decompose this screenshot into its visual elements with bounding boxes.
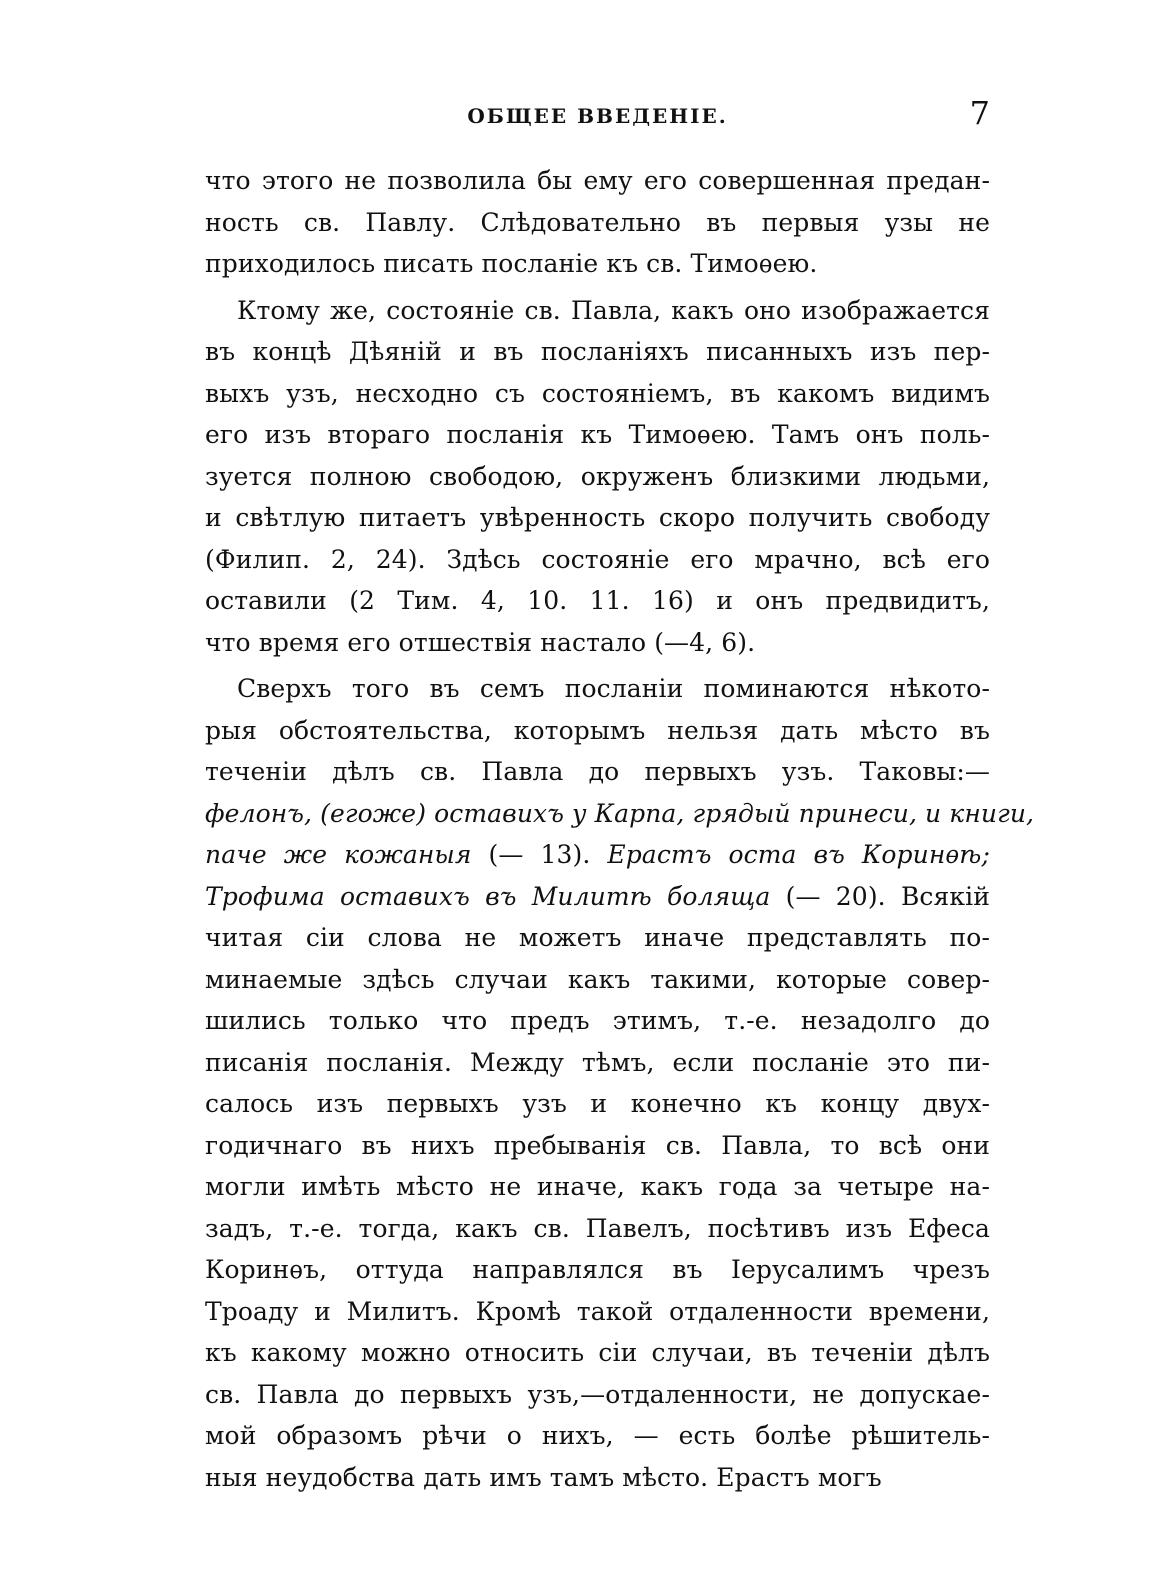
- text-line: [205, 959, 990, 1001]
- text-run: что время его отшествія настало (—4, 6).: [205, 627, 756, 657]
- running-head: [205, 94, 990, 140]
- italic-quote: фелонъ, (егоже) оставихъ у Карпа, грядый принеси, и книги,: [205, 798, 1035, 828]
- text-run: Ктому же, состояніе св. Павла, какъ оно изображается: [237, 295, 990, 325]
- text-run: салось изъ первыхъ узъ и конечно къ концу двух-: [205, 1089, 990, 1118]
- text-line: [205, 160, 990, 202]
- text-line: [205, 243, 990, 285]
- text-run: (— 20). Всякій: [770, 881, 990, 911]
- text-run: зуется полною свободою, окруженъ близкими людьми,: [205, 461, 990, 491]
- paragraph: [205, 668, 1035, 1498]
- italic-quote: Ерастъ оста въ Коринѳѣ;: [607, 840, 990, 869]
- text-line: [205, 876, 990, 918]
- text-line: [205, 202, 990, 244]
- text-run: выхъ узъ, несходно съ состояніемъ, въ какомъ видимъ: [205, 378, 990, 408]
- text-line: [205, 622, 990, 664]
- text-line: [205, 668, 990, 710]
- text-line: [205, 1125, 990, 1167]
- text-run: Троаду и Милитъ. Кромѣ такой отдаленности времени,: [205, 1296, 990, 1326]
- running-title: ОБЩЕЕ ВВЕДЕНІЕ.: [467, 104, 728, 128]
- text-line: [205, 1208, 990, 1250]
- text-line: [205, 1374, 990, 1416]
- page-number: 7: [969, 94, 990, 132]
- text-line: [205, 793, 1035, 835]
- text-run: (— 13).: [471, 840, 608, 869]
- text-run: ныя неудобства дать имъ тамъ мѣсто. Ерастъ могъ: [205, 1462, 882, 1492]
- text-line: [205, 917, 990, 959]
- text-run: въ концѣ Дѣяній и въ посланіяхъ писанныхъ изъ пер-: [205, 337, 990, 366]
- text-run: (Филип. 2, 24). Здѣсь состояніе его мрачно, всѣ его: [205, 544, 990, 574]
- text-line: [205, 290, 990, 332]
- text-line: [205, 834, 990, 876]
- text-line: [205, 1332, 990, 1374]
- body-text: [205, 160, 1035, 1503]
- text-run: что этого не позволила бы ему его совершенная предан-: [205, 166, 990, 195]
- text-run: рыя обстоятельства, которымъ нельзя дать мѣсто въ: [205, 715, 990, 745]
- text-line: [205, 1249, 990, 1291]
- text-line: [205, 580, 990, 622]
- text-run: могли имѣть мѣсто не иначе, какъ года за четыре на-: [205, 1172, 990, 1201]
- italic-quote: паче же кожаныя: [205, 840, 472, 869]
- text-line: [205, 456, 990, 498]
- text-run: къ какому можно относить сіи случаи, въ теченіи дѣлъ: [205, 1338, 990, 1367]
- text-run: св. Павла до первыхъ узъ,—отдаленности, не допускае-: [205, 1379, 990, 1409]
- text-run: шились только что предъ этимъ, т.-е. незадолго до: [205, 1006, 990, 1035]
- text-line: [205, 1166, 990, 1208]
- text-run: писанія посланія. Между тѣмъ, если посланіе это пи-: [205, 1047, 990, 1077]
- text-line: [205, 373, 990, 415]
- text-line: [205, 1083, 990, 1125]
- text-line: [205, 751, 990, 793]
- text-run: годичнаго въ нихъ пребыванія св. Павла, то всѣ они: [205, 1130, 990, 1160]
- text-run: оставили (2 Тим. 4, 10. 11. 16) и онъ предвидитъ,: [205, 586, 990, 615]
- text-line: [205, 1042, 990, 1084]
- text-run: Коринѳъ, оттуда направлялся въ Іерусалимъ чрезъ: [205, 1255, 990, 1284]
- text-run: задъ, т.-е. тогда, какъ св. Павелъ, посѣтивъ изъ Ефеса: [205, 1213, 990, 1243]
- text-line: [205, 1415, 990, 1457]
- text-line: [205, 1000, 990, 1042]
- text-run: мой образомъ рѣчи о нихъ, — есть болѣе рѣшитель-: [205, 1421, 990, 1450]
- text-run: приходилось писать посланіе къ св. Тимоѳею.: [205, 249, 818, 278]
- text-line: [205, 497, 990, 539]
- text-line: [205, 414, 990, 456]
- italic-quote: Трофима оставихъ въ Милитѣ боляща: [205, 881, 771, 911]
- text-run: читая сіи слова не можетъ иначе представлять по-: [205, 923, 990, 952]
- text-run: его изъ втораго посланія къ Тимоѳею. Тамъ онъ поль-: [205, 420, 990, 449]
- text-run: теченіи дѣлъ св. Павла до первыхъ узъ. Таковы:—: [205, 757, 990, 786]
- text-run: и свѣтлую питаетъ увѣренность скоро получить свободу: [205, 503, 990, 532]
- text-line: [205, 539, 990, 581]
- paragraph: [205, 160, 990, 285]
- text-run: минаемые здѣсь случаи какъ такими, которые совер-: [205, 964, 990, 994]
- paragraph: [205, 290, 990, 664]
- text-run: Сверхъ того въ семъ посланіи поминаются нѣкото-: [237, 674, 990, 703]
- text-run: ность св. Павлу. Слѣдовательно въ первыя узы не: [205, 207, 990, 237]
- text-line: [205, 1291, 990, 1333]
- text-line: [205, 331, 990, 373]
- text-line: [205, 1457, 990, 1499]
- text-line: [205, 710, 990, 752]
